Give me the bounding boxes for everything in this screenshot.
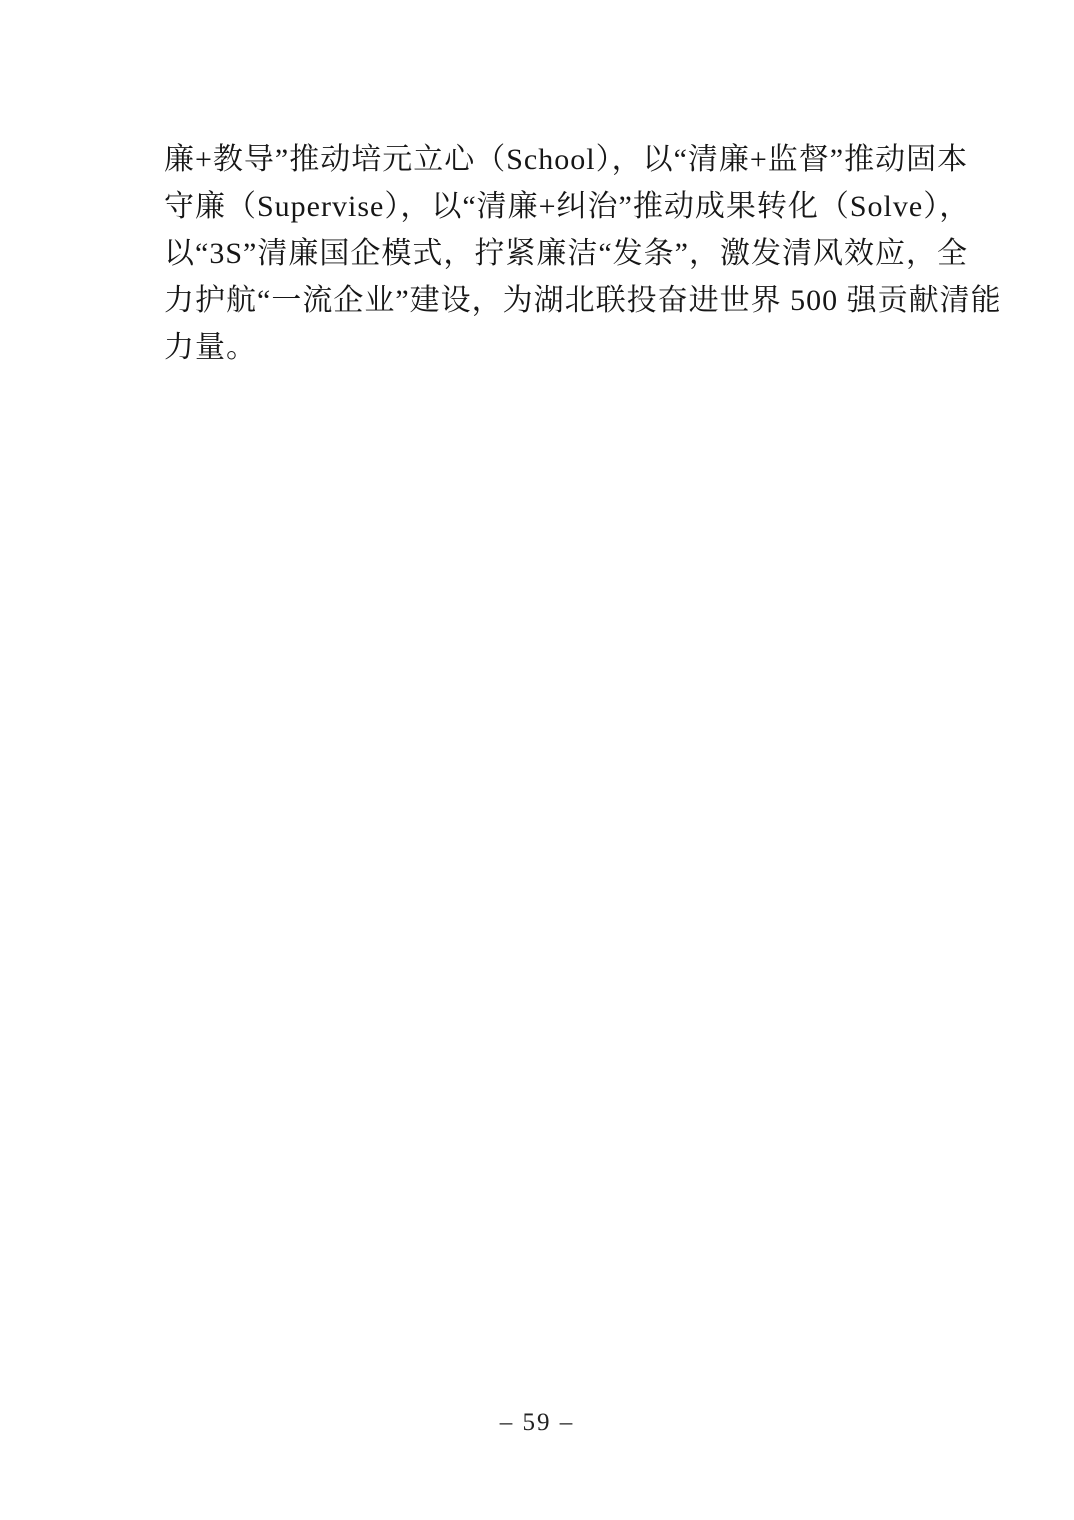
page-number: – 59 – <box>499 1409 575 1436</box>
paragraph-line-2: 守廉（Supervise），以“清廉+纠治”推动成果转化（Solve）， <box>164 190 971 223</box>
paragraph-line-3: 以“3S”清廉国企模式，拧紧廉洁“发条”，激发清风效应，全 <box>164 237 968 270</box>
paragraph-line-1: 廉+教导”推动培元立心（School），以“清廉+监督”推动固本 <box>164 143 969 176</box>
paragraph-line-5: 力量。 <box>164 331 257 364</box>
body-text-block <box>164 136 1002 371</box>
paragraph-line-4: 力护航“一流企业”建设，为湖北联投奋进世界 500 强贡献清能 <box>164 284 1002 317</box>
